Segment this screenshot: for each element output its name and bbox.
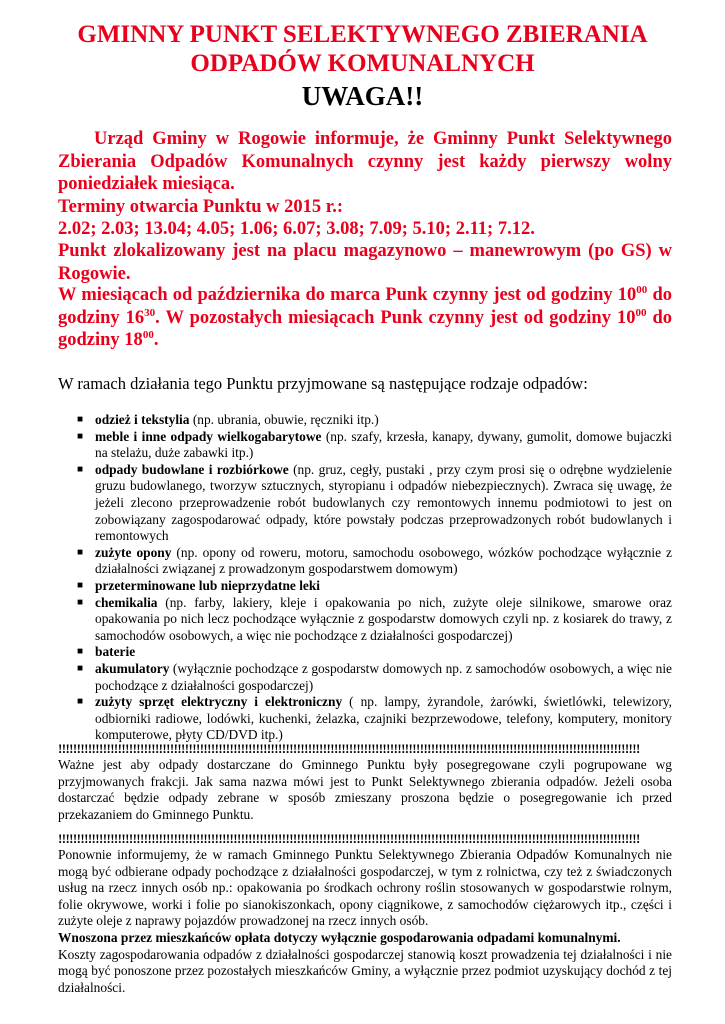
bullet-icon: ■ bbox=[77, 463, 84, 475]
terms-heading: Terminy otwarcia Punktu w 2015 r.: bbox=[58, 197, 344, 217]
exclamation-row-2: !!!!!!!!!!!!!!!!!!!!!!!!!!!!!!!!!!!!!!!!!!!!!!!!!!!!!!!!!!!!!!!!!!!!!!!!!!!!!!!!!!!!!!!!!!!!!!!!!!!!!!!!!!!!!!!!!!!!!!!!!!!!!!!!!!!!!!!!!!!!!!!!!!!!!!!!!!!! bbox=[58, 831, 640, 846]
waste-type-name: przeterminowane lub nieprzydatne leki bbox=[95, 577, 321, 593]
bullet-icon: ■ bbox=[77, 646, 84, 658]
hours-sup-b: 30 bbox=[144, 306, 156, 319]
waste-type-name: odpady budowlane i rozbiórkowe bbox=[95, 461, 289, 477]
bullet-icon: ■ bbox=[77, 414, 84, 425]
title-line-1: GMINNY PUNKT SELEKTYWNEGO ZBIERANIA bbox=[77, 21, 648, 48]
list-item bbox=[58, 694, 672, 744]
waste-type-desc: (np. szafy, krzesła, kanapy, dywany, gumolit, domowe bujaczki na stelażu, duże zabawki itp.) bbox=[95, 428, 672, 461]
list-item bbox=[58, 644, 672, 661]
opening-dates: 2.02; 2.03; 13.04; 4.05; 1.06; 6.07; 3.08; 7.09; 5.10; 2.11; 7.12. bbox=[58, 219, 535, 239]
bullet-icon: ■ bbox=[77, 546, 84, 558]
bullet-icon: ■ bbox=[77, 596, 84, 608]
hours-part-a: W miesiącach od października do marca Punk czynny jest od godziny 10 bbox=[58, 285, 637, 305]
warning-heading: UWAGA!! bbox=[301, 81, 424, 111]
list-item bbox=[58, 578, 672, 595]
waste-type-name: zużyty sprzęt elektryczny i elektroniczny bbox=[95, 694, 343, 710]
title-line-2: ODPADÓW KOMUNALNYCH bbox=[190, 50, 535, 77]
bullet-icon: ■ bbox=[77, 579, 84, 591]
list-item bbox=[58, 595, 672, 645]
business-waste-note bbox=[58, 847, 672, 996]
notice-paragraph: Urząd Gminy w Rogowie informuje, że Gminny Punkt Selektywnego Zbierania Odpadów Komunalnych czynny jest każdy pierwszy wolny poniedziałek miesiąca. bbox=[58, 129, 672, 194]
bullet-icon: ■ bbox=[77, 430, 84, 442]
intro-text: W ramach działania tego Punktu przyjmowane są następujące rodzaje odpadów: bbox=[58, 374, 588, 393]
list-item bbox=[58, 412, 672, 429]
exclamation-row-1: !!!!!!!!!!!!!!!!!!!!!!!!!!!!!!!!!!!!!!!!!!!!!!!!!!!!!!!!!!!!!!!!!!!!!!!!!!!!!!!!!!!!!!!!!!!!!!!!!!!!!!!!!!!!!!!!!!!!!!!!!!!!!!!!!!!!!!!!!!!!!!!!!!!!!!!!!!!! bbox=[58, 741, 640, 756]
list-item bbox=[58, 462, 672, 545]
waste-type-desc: (np. farby, lakiery, kleje i opakowania po nich, zużyte oleje silnikowe, smarowe oraz opakowania po nich lecz pochodzące wyłącznie z gospodarstw domowych czyli np. z kosiarek do trawy, z samochodów osobowych, a więc nie pochodzące z działalności gospodarczej) bbox=[95, 594, 672, 643]
opening-hours bbox=[58, 284, 672, 352]
bullet-icon: ■ bbox=[77, 696, 84, 708]
waste-type-name: chemikalia bbox=[95, 594, 158, 610]
list-item bbox=[58, 545, 672, 578]
waste-type-name: akumulatory bbox=[95, 660, 170, 676]
waste-types-list bbox=[58, 412, 672, 744]
hours-sup-a: 00 bbox=[636, 283, 648, 296]
waste-type-desc: (wyłącznie pochodzące z gospodarstw domowych np. z samochodów osobowych, a więc nie pochodzące z działalności gospodarczej) bbox=[95, 660, 672, 693]
costs-note: Koszty zagospodarowania odpadów z działalności gospodarczej stanowią koszt prowadzenia tej działalności i nie mogą być ponoszone przez pozostałych mieszkańców Gminy, a wyłącznie przez podmiot uzyskujący dochód z tej działalności. bbox=[58, 946, 672, 995]
hours-part-e: . bbox=[153, 330, 159, 350]
waste-type-desc: (np. ubrania, obuwie, ręczniki itp.) bbox=[189, 412, 379, 427]
waste-type-desc: (np. opony od roweru, motoru, samochodu osobowego, wózków pochodzące wyłącznie z działalności związanej z prowadzonym gospodarstwem domowym) bbox=[95, 544, 672, 577]
waste-type-name: zużyte opony bbox=[95, 544, 172, 560]
list-item bbox=[58, 429, 672, 462]
waste-type-name: meble i inne odpady wielkogabarytowe bbox=[95, 428, 322, 444]
waste-type-name: baterie bbox=[95, 644, 136, 660]
list-item bbox=[58, 661, 672, 694]
hours-sup-c: 00 bbox=[635, 306, 647, 319]
segregation-note: Ważne jest aby odpady dostarczane do Gminnego Punktu były posegregowane czyli pogrupowane wg przyjmowanych frakcji. Jak sama nazwa mówi jest to Punkt Selektywnego zbierania odpadów. Jeżeli osoba dostarczać będzie odpady zebrane w sposób zmieszany proszona będzie o posegregowanie ich przed przekazaniem do Gminnego Punktu. bbox=[58, 757, 672, 822]
hours-part-d: do godziny 18 bbox=[58, 307, 672, 350]
waste-type-desc: ( np. lampy, żyrandole, żarówki, świetlówki, telewizory, odbiorniki radiowe, lodówki, kuchenki, żelazka, czajniki bezprzewodowe, telefony, komputery, monitory komputerowe, płyty CD/DVD itp.) bbox=[95, 694, 672, 743]
business-waste-text: Ponownie informujemy, że w ramach Gminnego Punktu Selektywnego Zbierania Odpadów Komunalnych nie mogą być odbierane odpady pochodzące z działalności gospodarczej, w tym z rolnictwa, czy też z świadczonych usług na rzecz innych osób np.: opakowania po środkach ochrony roślin stosowanych w gospodarstwie rolnym, folie okrywowe, worki i folie po sianokiszonkach, opony ciągnikowe, z samochodów ciężarowych itp., części i zużyte oleje z naprawy pojazdów prowadzonej na rzecz innych osób. bbox=[58, 847, 672, 929]
fee-note: Wnoszona przez mieszkańców opłata dotyczy wyłącznie gospodarowania odpadami komunalnymi. bbox=[58, 929, 621, 945]
hours-part-b: do godziny 16 bbox=[58, 285, 673, 328]
waste-type-name: odzież i tekstylia bbox=[95, 412, 190, 427]
hours-part-c: . W pozostałych miesiącach Punk czynny jest od godziny 10 bbox=[155, 307, 636, 328]
bullet-icon: ■ bbox=[77, 662, 84, 674]
waste-type-desc: (np. gruz, cegły, pustaki , przy czym prosi się o odrębne wydzielenie gruzu budowlanego, tworzyw sztucznych, styropianu i odpadów niebezpiecznych). Zwraca się uwagę, że jeżeli zlecono przeprowadzenie robót budowlanych czy remontowych innemu podmiotowi to jest on zobowiązany zagospodarować odpady, które powstały podczas przeprowadzonych robót budowlanych i remontowych bbox=[95, 461, 673, 544]
hours-sup-d: 00 bbox=[142, 328, 154, 341]
location-text: Punkt zlokalizowany jest na placu magazynowo – manewrowym (po GS) w Rogowie. bbox=[58, 241, 672, 284]
